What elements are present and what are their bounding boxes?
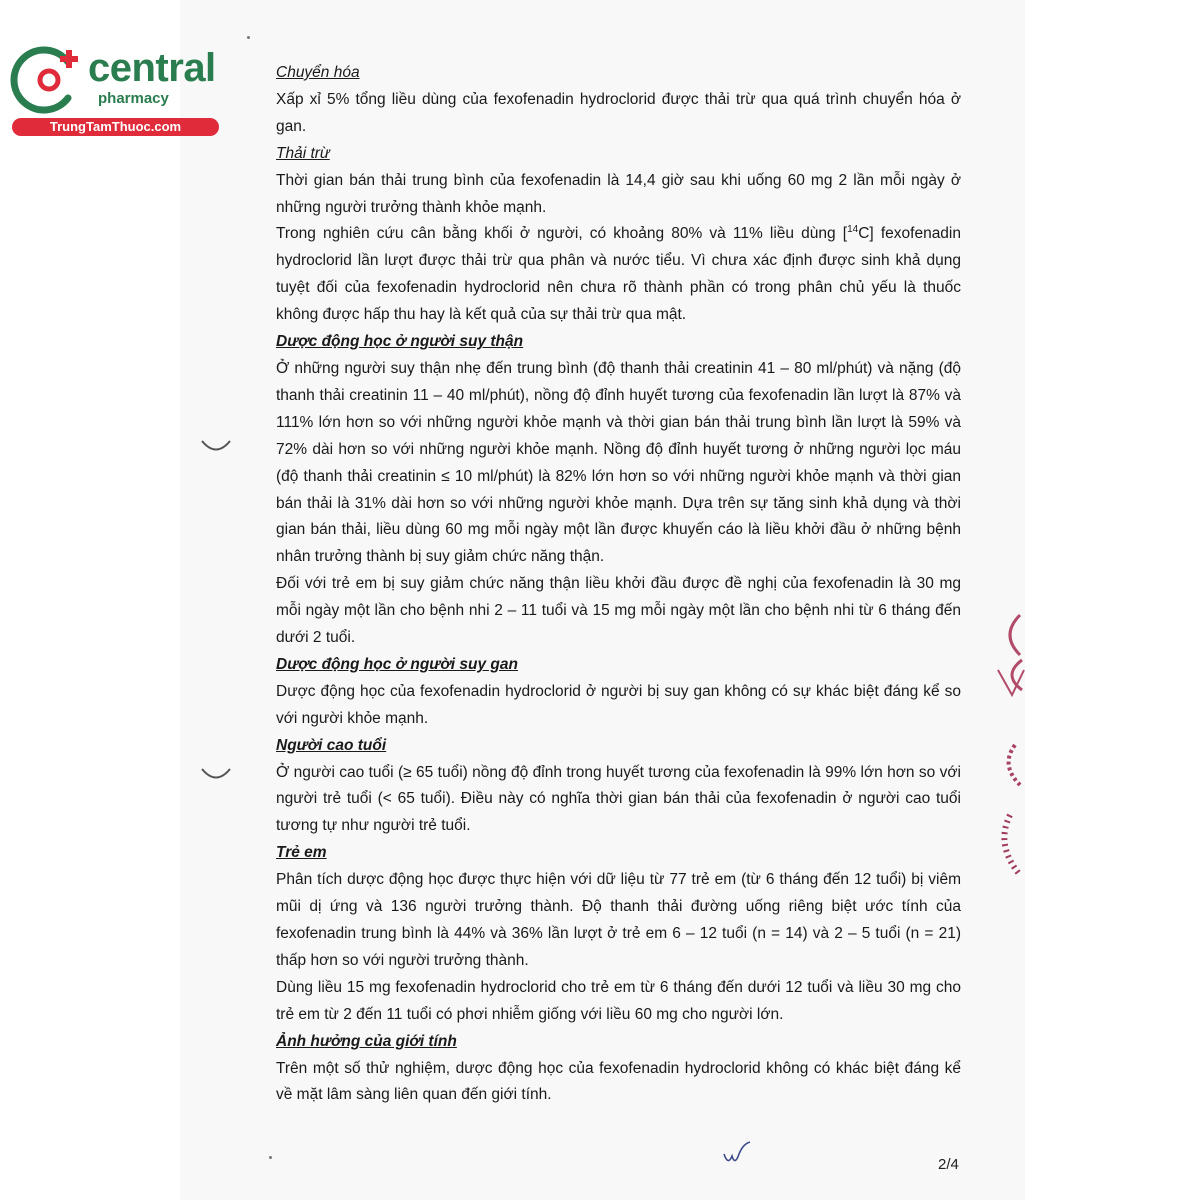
paragraph-chuyen-hoa: Xấp xỉ 5% tổng liều dùng của fexofenadin hydroclorid được thải trừ qua quá trình chuyển hóa ở gan. <box>276 90 961 135</box>
paragraph-thai-tru-2-start: Trong nghiên cứu cân bằng khối ở người, có khoảng 80% và 11% liều dùng [ <box>276 225 848 243</box>
logo-website[interactable]: TrungTamThuoc.com <box>12 118 219 136</box>
logo-brand-text: central <box>88 46 216 90</box>
heading-suy-than: Dược động học ở người suy thận <box>276 333 524 351</box>
heading-chuyen-hoa: Chuyển hóa <box>276 64 360 81</box>
punch-hole-mark <box>200 766 232 782</box>
pharmacy-logo[interactable] <box>10 38 215 138</box>
page-number: 2/4 <box>938 1156 959 1173</box>
heading-suy-gan: Dược động học ở người suy gan <box>276 655 518 673</box>
paragraph-tre-em-1: Phân tích dược động học được thực hiện với dữ liệu từ 77 trẻ em (từ 6 tháng đến 12 tuổi) bị viêm mũi dị ứng và 136 người trưởng thành. Độ thanh thải đường uống riêng biệt ước tính của fexofenadin trung bình là 44% và 36% lần lượt ở trẻ em 6 – 12 tuổi (n = 14) và 2 – 5 tuổi (n = 21) thấp hơn so với người trưởng thành. <box>276 871 961 969</box>
pharmacy-logo-icon <box>10 40 88 118</box>
paragraph-thai-tru-2 <box>276 221 961 329</box>
paragraph-gioi-tinh: Trên một số thử nghiệm, dược động học của fexofenadin hydroclorid không có khác biệt đáng kể về mặt lâm sàng liên quan đến giới tính. <box>276 1059 961 1104</box>
stamp-mark <box>990 575 1030 895</box>
heading-gioi-tinh: Ảnh hưởng của giới tính <box>276 1032 457 1050</box>
isotope-superscript: 14 <box>847 224 859 236</box>
paragraph-thai-tru-2-end: C] fexofenadin hydroclorid lần lượt được thải trừ qua phân và nước tiểu. Vì chưa xác định được sinh khả dụng tuyệt đối của fexofenadin hydroclorid nên chưa rõ thành phần có trong phân chủ yếu là thuốc không được hấp thu hay là kết quả của sự thải trừ qua mật. <box>276 225 961 324</box>
paragraph-suy-than-1: Ở những người suy thận nhẹ đến trung bình (độ thanh thải creatinin 41 – 80 ml/phút) và nặng (độ thanh thải creatinin 11 – 40 ml/phút), nồng độ đỉnh huyết tương của fexofenadin lần lượt là 87% và 111% lớn hơn so với những người khỏe mạnh và thời gian bán thải trung bình lần lượt là 59% và 72% dài hơn so với những người khỏe mạnh. Nồng độ đỉnh huyết tương ở những người lọc máu (độ thanh thải creatinin ≤ 10 ml/phút) là 82% lớn hơn so với những người khỏe mạnh và thời gian bán thải là 31% dài hơn so với những người khỏe mạnh. Dựa trên sự tăng sinh khả dụng và thời gian bán thải, liều dùng 60 mg mỗi ngày một lần được khuyến cáo là liều khởi đầu ở những bệnh nhân trưởng thành bị suy giảm chức năng thận. <box>276 359 961 566</box>
heading-tre-em: Trẻ em <box>276 844 327 862</box>
heading-thai-tru: Thải trừ <box>276 144 330 162</box>
heading-cao-tuoi: Người cao tuổi <box>276 736 387 754</box>
paragraph-tre-em-2: Dùng liều 15 mg fexofenadin hydroclorid cho trẻ em từ 6 tháng đến dưới 12 tuổi và liều 30 mg cho trẻ em từ 2 đến 11 tuổi có phơi nhiễm giống với liều 60 mg cho người lớn. <box>276 978 961 1023</box>
paragraph-suy-than-2: Đối với trẻ em bị suy giảm chức năng thận liều khởi đầu được đề nghị của fexofenadin là 30 mg mỗi ngày một lần cho bệnh nhi 2 – 11 tuổi và 15 mg mỗi ngày một lần cho bệnh nhi từ 6 tháng đến dưới 2 tuổi. <box>276 575 961 647</box>
document-content <box>276 60 961 1109</box>
paragraph-suy-gan: Dược động học của fexofenadin hydroclorid ở người bị suy gan không có sự khác biệt đáng kể so với người khỏe mạnh. <box>276 682 961 727</box>
paragraph-thai-tru-1: Thời gian bán thải trung bình của fexofenadin là 14,4 giờ sau khi uống 60 mg 2 lần mỗi ngày ở những người trưởng thành khỏe mạnh. <box>276 171 961 216</box>
paragraph-cao-tuoi: Ở người cao tuổi (≥ 65 tuổi) nồng độ đỉnh trong huyết tương của fexofenadin là 99% lớn hơn so với người trẻ tuổi (< 65 tuổi). Điều này có nghĩa thời gian bán thải của fexofenadin ở người cao tuổi tương tự như người trẻ tuổi. <box>276 763 961 835</box>
scan-speck <box>247 36 250 39</box>
signature-mark <box>722 1140 752 1170</box>
logo-subtitle: pharmacy <box>98 90 169 107</box>
scan-speck <box>269 1156 272 1159</box>
punch-hole-mark <box>200 438 232 454</box>
